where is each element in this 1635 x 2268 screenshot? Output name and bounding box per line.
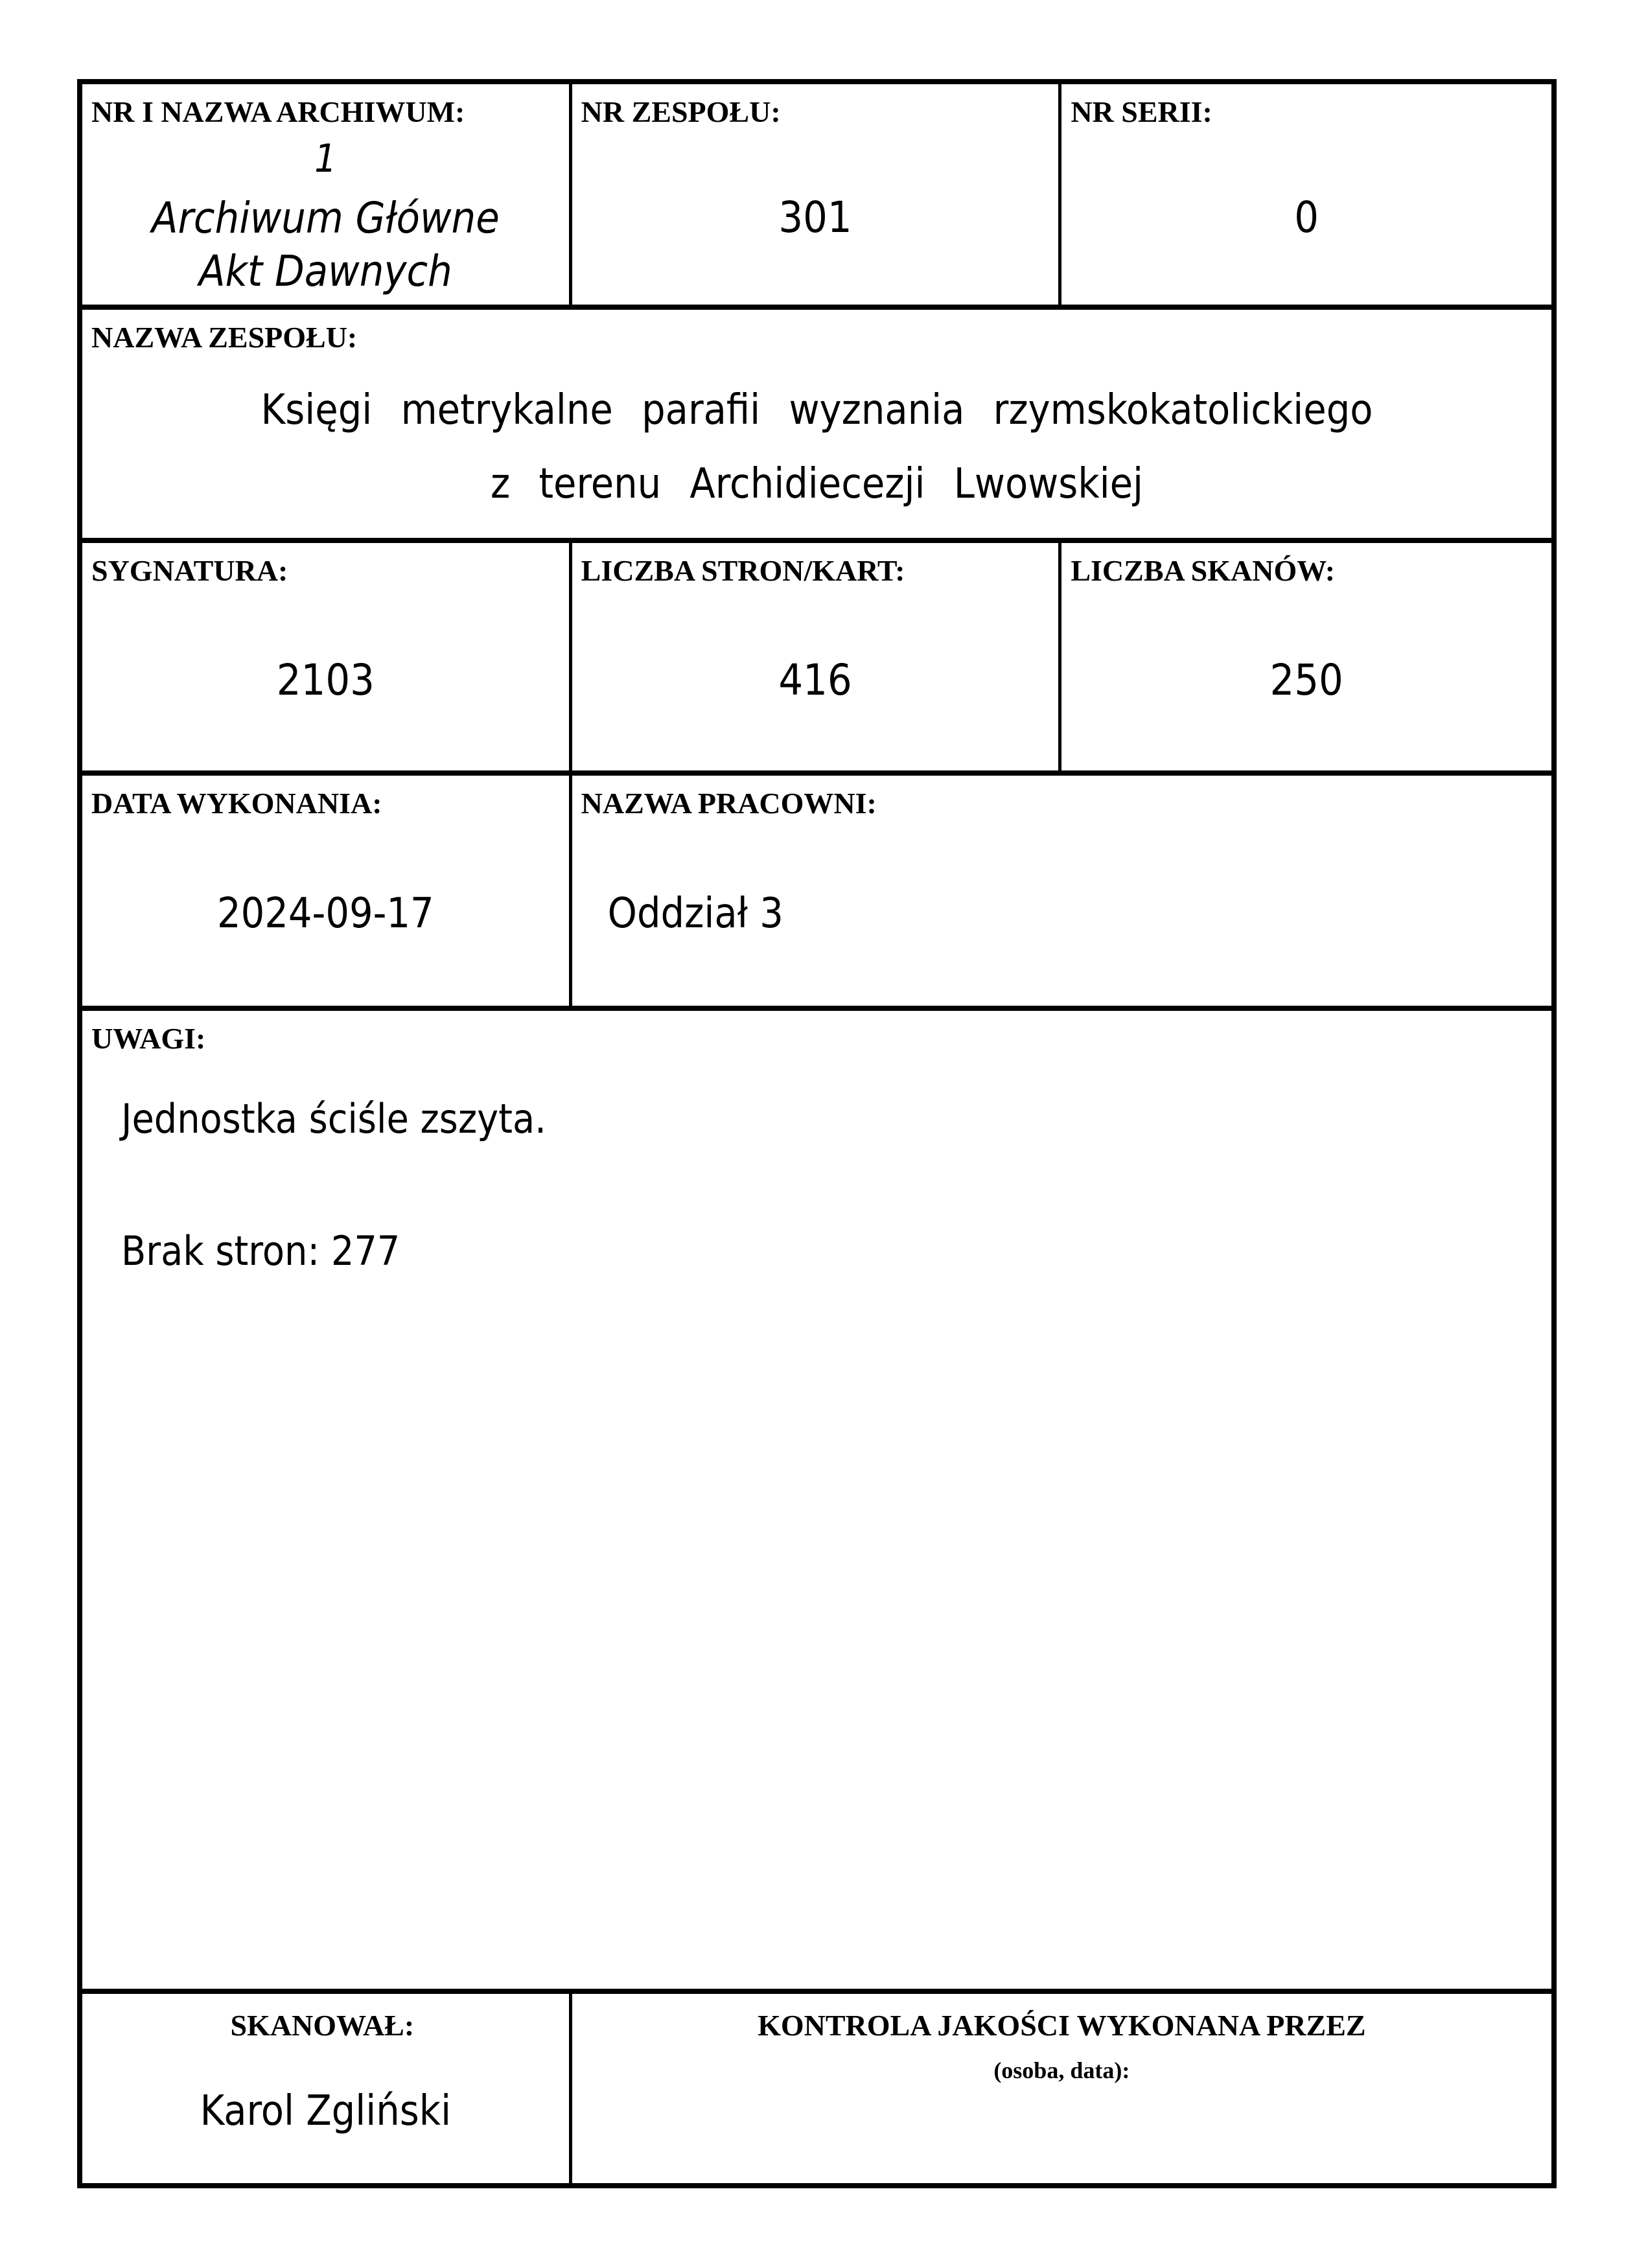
scanned-by-value: Karol Zgliński (200, 2087, 452, 2135)
date-made-label: DATA WYKONANIA: (91, 787, 382, 820)
signature-label: SYGNATURA: (91, 554, 288, 587)
archive-value-block (82, 131, 569, 305)
fonds-name-line2: z terenu Archidiecezji Lwowskiej (490, 459, 1144, 508)
cell-pages-count (572, 543, 1062, 776)
archive-name-line1: Archiwum Główne (151, 192, 500, 243)
quality-control-label: KONTROLA JAKOŚCI WYKONANA PRZEZ (758, 2009, 1366, 2042)
pages-count-value: 416 (778, 654, 852, 705)
date-made-value-block (82, 822, 569, 1006)
cell-fonds-number (572, 84, 1062, 310)
cell-scans-count (1061, 543, 1551, 776)
series-number-label: NR SERII: (1071, 95, 1212, 128)
workshop-label: NAZWA PRACOWNI: (581, 787, 877, 820)
workshop-value-block (572, 822, 1551, 1006)
series-number-value-block (1061, 131, 1551, 305)
fonds-name-line1: Księgi metrykalne parafii wyznania rzymskokatolickiego (261, 386, 1373, 434)
fonds-number-label: NR ZESPOŁU: (581, 95, 781, 128)
remarks-label: UWAGI: (91, 1022, 206, 1055)
archive-name-line2: Akt Dawnych (198, 246, 452, 296)
quality-control-sub-label: (osoba, data): (993, 2057, 1130, 2083)
cell-workshop (572, 776, 1551, 1011)
date-made-value: 2024-09-17 (217, 890, 434, 938)
signature-value-block (82, 590, 569, 771)
cell-archive (82, 84, 572, 310)
remarks-line1: Jednostka ściśle zszyta. (121, 1094, 546, 1142)
scans-count-value: 250 (1270, 654, 1343, 705)
archive-label: NR I NAZWA ARCHIWUM: (91, 95, 465, 128)
remarks-value-block (82, 1058, 1551, 1276)
cell-date-made (82, 776, 572, 1011)
cell-series-number (1061, 84, 1551, 310)
series-number-value: 0 (1294, 192, 1319, 243)
scans-count-value-block (1061, 590, 1551, 771)
cell-scanned-by (82, 1994, 572, 2183)
fonds-name-value-block (82, 356, 1551, 538)
signature-value: 2103 (276, 654, 375, 705)
pages-count-value-block (572, 590, 1059, 771)
remarks-line2: Brak stron: 277 (121, 1227, 400, 1275)
fonds-number-value-block (572, 131, 1059, 305)
cell-remarks (82, 1011, 1551, 1994)
cell-fonds-name (82, 310, 1551, 543)
scans-count-label: LICZBA SKANÓW: (1071, 554, 1336, 587)
workshop-value: Oddział 3 (607, 890, 783, 938)
archive-number: 1 (314, 135, 337, 181)
cell-quality-control (572, 1994, 1551, 2183)
pages-count-label: LICZBA STRON/KART: (581, 554, 905, 587)
archive-form-table (77, 79, 1557, 2188)
fonds-name-label: NAZWA ZESPOŁU: (91, 321, 358, 354)
quality-control-block (572, 1994, 1551, 2183)
fonds-number-value: 301 (778, 192, 852, 243)
cell-signature (82, 543, 572, 776)
scanned-by-label: SKANOWAŁ: (230, 2009, 415, 2042)
